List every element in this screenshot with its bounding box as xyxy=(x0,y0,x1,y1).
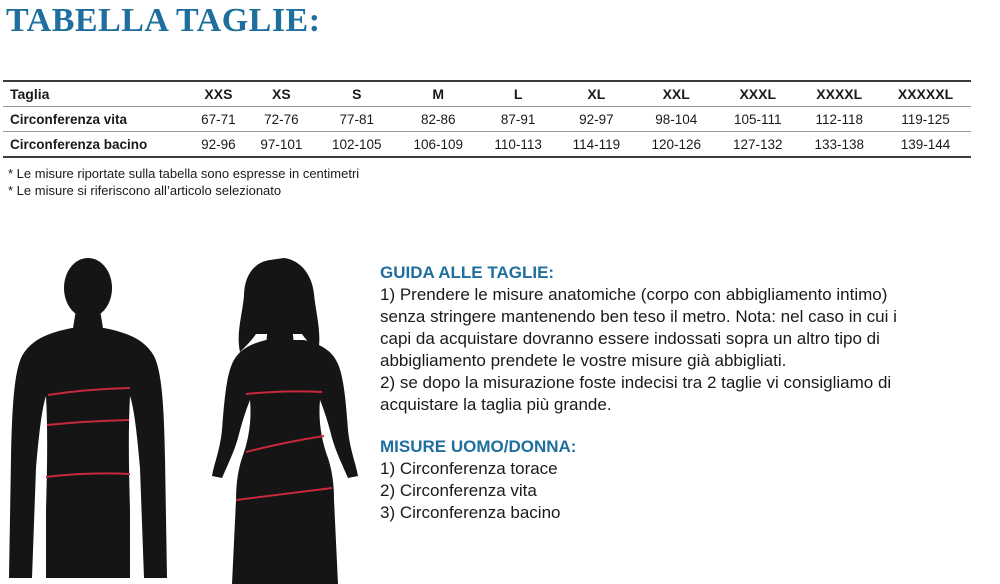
spacer xyxy=(380,416,990,436)
table-cell: 133-138 xyxy=(814,136,865,152)
table-cell: 102-105 xyxy=(331,136,382,152)
size-header: L xyxy=(513,86,523,102)
table-cell: 72-76 xyxy=(264,111,299,127)
table-cell: 82-86 xyxy=(420,111,456,127)
size-header: XS xyxy=(272,86,291,102)
male-silhouette-illustration xyxy=(8,248,168,578)
note-article: * Le misure si riferiscono all’articolo selezionato xyxy=(8,183,282,198)
table-cell: 110-113 xyxy=(494,136,542,152)
guide-heading: GUIDA ALLE TAGLIE: xyxy=(380,263,555,282)
size-header: XXXXL xyxy=(816,86,863,102)
guide-line: capi da acquistare dovranno essere indossati sopra un altro tipo di xyxy=(380,329,880,348)
table-cell: 112-118 xyxy=(815,111,864,127)
table-cell: 105-111 xyxy=(733,111,782,127)
table-cell: 92-96 xyxy=(201,136,236,152)
size-header: XXL xyxy=(662,86,690,102)
table-cell: 139-144 xyxy=(900,136,951,152)
list-item: 1) Circonferenza torace xyxy=(380,459,558,478)
table-row xyxy=(3,132,971,158)
table-cell: 127-132 xyxy=(732,136,783,152)
female-silhouette-illustration xyxy=(210,254,360,584)
table-cell: 77-81 xyxy=(339,111,374,127)
guide-line: abbigliamento prendete le vostre misure già abbigliati. xyxy=(380,351,787,370)
table-cell: 67-71 xyxy=(201,111,236,127)
guide-line: 2) se dopo la misurazione foste indecisi tra 2 taglie vi consigliamo di xyxy=(380,373,892,392)
header-label: Taglia xyxy=(10,86,50,102)
list-item: 3) Circonferenza bacino xyxy=(380,503,561,522)
table-cell: 97-101 xyxy=(260,136,303,152)
table-cell: 120-126 xyxy=(651,136,701,152)
table-cell: 119-125 xyxy=(901,111,950,127)
guide-line: senza stringere mantenendo ben teso il metro. Nota: nel caso in cui i xyxy=(380,307,897,326)
table-cell: 87-91 xyxy=(500,111,536,127)
table-cell: 114-119 xyxy=(572,136,621,152)
size-header: M xyxy=(432,86,445,102)
measures-list xyxy=(380,458,990,524)
guide-line: acquistare la taglia più grande. xyxy=(380,395,612,414)
table-cell: 106-109 xyxy=(413,136,464,152)
table-cell: 92-97 xyxy=(579,111,614,127)
note-units: * Le misure riportate sulla tabella sono espresse in centimetri xyxy=(8,166,360,181)
measures-heading: MISURE UOMO/DONNA: xyxy=(380,437,577,456)
table-cell: 98-104 xyxy=(655,111,698,127)
row-label: Circonferenza bacino xyxy=(10,136,148,152)
list-item: 2) Circonferenza vita xyxy=(380,481,537,500)
table-row xyxy=(3,107,971,132)
notes xyxy=(8,165,359,199)
page-title: TABELLA TAGLIE: xyxy=(6,2,321,39)
size-guide xyxy=(380,262,990,524)
row-label: Circonferenza vita xyxy=(10,111,128,127)
size-header: XL xyxy=(587,86,606,102)
size-header: XXS xyxy=(204,86,233,102)
guide-line: 1) Prendere le misure anatomiche (corpo con abbigliamento intimo) xyxy=(380,285,888,304)
size-chart-table xyxy=(3,80,971,158)
size-header: S xyxy=(352,86,362,102)
table-header-row xyxy=(3,81,971,107)
size-header: XXXL xyxy=(739,86,777,102)
size-header: XXXXXL xyxy=(897,86,954,102)
